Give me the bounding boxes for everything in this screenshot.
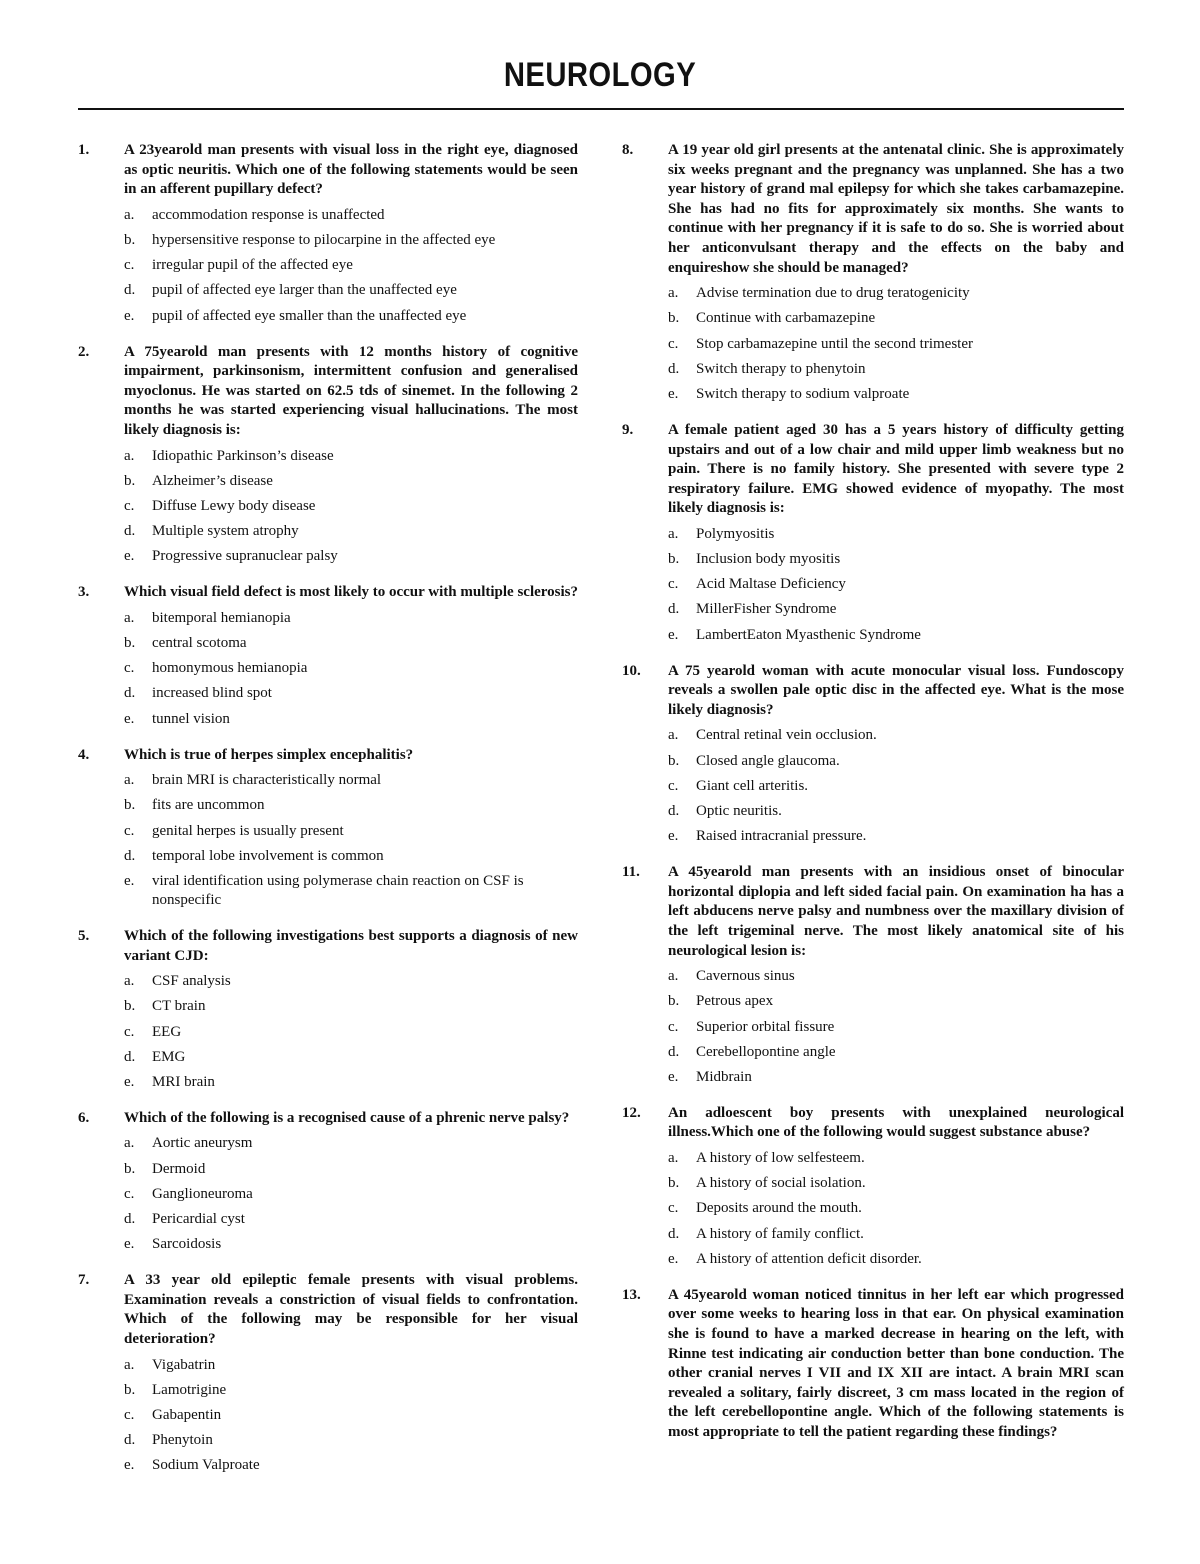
question-stem <box>622 1104 1124 1143</box>
option-text: Diffuse Lewy body disease <box>152 497 316 514</box>
option-text: Switch therapy to phenytoin <box>696 360 866 377</box>
option-text: central scotoma <box>152 635 247 652</box>
question-text: A female patient aged 30 has a 5 years history of difficulty getting upstairs and out of a low chair and mild upper limb weakness but no pain. There is no family history. She presented with severe type 2 respiratory failure. EMG showed evidence of myopathy. The most likely diagnosis is: <box>668 421 1124 517</box>
option-text: EEG <box>152 1023 182 1040</box>
option-text: Midbrain <box>696 1068 752 1085</box>
option-letter: a. <box>668 968 679 985</box>
option-letter: c. <box>124 1185 135 1202</box>
answer-option <box>78 447 578 466</box>
option-text: Lamotrigine <box>152 1381 227 1398</box>
answer-option <box>78 522 578 541</box>
option-text: hypersensitive response to pilocarpine in the affected eye <box>152 231 496 248</box>
question-number: 8. <box>622 142 634 158</box>
option-letter: b. <box>124 635 136 652</box>
option-text: Closed angle glaucoma. <box>696 752 840 769</box>
question-10 <box>622 662 1124 847</box>
option-text: Polymyositis <box>696 525 775 542</box>
option-text: bitemporal hemianopia <box>152 609 291 626</box>
answer-option <box>78 497 578 516</box>
question-text: A 19 year old girl presents at the antenatal clinic. She is approximately six weeks pregnant and the pregnancy was unplanned. She has a two year history of grand mal epilepsy for which she takes carbamazepine. She has had no fits for approximately six months. She wants to continue with her pregnancy if it is safe to do so. She is worried about her anticonvulsant therapy and the effects on the baby and enquireshow she should be managed? <box>668 142 1124 276</box>
option-letter: a. <box>124 206 135 223</box>
option-text: irregular pupil of the affected eye <box>152 257 353 274</box>
answer-option <box>78 822 578 841</box>
option-letter: c. <box>124 257 135 274</box>
answer-option <box>78 659 578 678</box>
option-text: Stop carbamazepine until the second trimester <box>696 335 973 352</box>
answer-option <box>78 972 578 991</box>
question-stem <box>78 927 578 966</box>
answer-option <box>622 550 1124 569</box>
option-text: accommodation response is unaffected <box>152 206 385 223</box>
option-text: Raised intracranial pressure. <box>696 828 867 845</box>
answer-option <box>622 1199 1124 1218</box>
option-letter: b. <box>124 1381 136 1398</box>
answer-option <box>78 1381 578 1400</box>
answer-option <box>78 307 578 326</box>
question-number: 5. <box>78 927 90 944</box>
option-letter: e. <box>124 1236 135 1253</box>
question-stem <box>622 141 1124 278</box>
answer-options <box>622 726 1124 846</box>
answer-option <box>622 284 1124 303</box>
question-text: Which of the following investigations best supports a diagnosis of new variant CJD: <box>124 927 578 964</box>
option-letter: e. <box>668 1250 679 1267</box>
answer-option <box>622 626 1124 645</box>
option-letter: d. <box>668 360 680 377</box>
option-text: Vigabatrin <box>152 1356 216 1373</box>
answer-option <box>622 777 1124 796</box>
option-text: Optic neuritis. <box>696 802 782 819</box>
answer-options <box>622 1149 1124 1269</box>
answer-option <box>622 992 1124 1011</box>
left-column <box>78 141 578 1492</box>
option-letter: b. <box>124 231 136 248</box>
option-text: EMG <box>152 1048 186 1065</box>
option-text: homonymous hemianopia <box>152 660 308 677</box>
question-number: 11. <box>622 864 640 881</box>
option-letter: b. <box>124 797 136 814</box>
question-number: 7. <box>78 1272 90 1289</box>
option-text: Switch therapy to sodium valproate <box>696 385 910 402</box>
option-letter: a. <box>668 1150 679 1167</box>
answer-option <box>622 967 1124 986</box>
option-text: viral identification using polymerase chain reaction on CSF is nonspecific <box>152 872 524 908</box>
question-stem <box>78 1109 578 1129</box>
option-text: A history of low selfesteem. <box>696 1150 865 1167</box>
option-letter: e. <box>668 1068 679 1085</box>
question-2 <box>78 343 578 567</box>
answer-option <box>78 1160 578 1179</box>
question-text: A 75 yearold woman with acute monocular visual loss. Fundoscopy reveals a swollen pale optic disc in the affected eye. What is the mose likely diagnosis? <box>668 662 1124 718</box>
option-letter: a. <box>124 1135 135 1152</box>
option-letter: e. <box>124 872 135 889</box>
option-letter: b. <box>668 310 680 327</box>
option-letter: c. <box>668 1200 679 1217</box>
question-text: Which visual field defect is most likely to occur with multiple sclerosis? <box>124 584 579 601</box>
option-letter: b. <box>668 551 680 568</box>
question-number: 10. <box>622 662 641 679</box>
option-letter: d. <box>124 282 136 299</box>
answer-option <box>78 1048 578 1067</box>
answer-option <box>78 1185 578 1204</box>
answer-option <box>78 206 578 225</box>
answer-option <box>78 847 578 866</box>
option-letter: e. <box>124 1457 135 1474</box>
option-letter: e. <box>124 548 135 565</box>
answer-option <box>78 1356 578 1375</box>
question-text: A 45yearold man presents with an insidious onset of binocular horizontal diplopia and left sided facial pain. On examination ha has a left abducens nerve palsy and numbness over the maxillary division of the left trigeminal nerve. The most likely anatomical site of his neurological lesion is: <box>668 864 1124 959</box>
option-letter: c. <box>668 335 679 352</box>
option-letter: b. <box>668 752 680 769</box>
answer-option <box>622 726 1124 745</box>
question-stem <box>622 421 1124 519</box>
option-letter: e. <box>124 1073 135 1090</box>
option-letter: c. <box>124 822 135 839</box>
question-stem <box>78 583 578 603</box>
option-text: Aortic aneurysm <box>152 1135 253 1152</box>
title-divider <box>78 108 1124 110</box>
option-letter: b. <box>668 993 680 1010</box>
option-text: A history of attention deficit disorder. <box>696 1250 922 1267</box>
question-3 <box>78 583 578 728</box>
option-letter: c. <box>668 1018 679 1035</box>
question-number: 9. <box>622 421 634 438</box>
question-9 <box>622 421 1124 645</box>
option-text: Giant cell arteritis. <box>696 777 809 794</box>
question-stem <box>622 1286 1124 1443</box>
option-text: Sarcoidosis <box>152 1236 222 1253</box>
answer-options <box>78 206 578 326</box>
option-letter: e. <box>668 385 679 402</box>
option-text: Inclusion body myositis <box>696 551 841 568</box>
option-letter: b. <box>124 1160 136 1177</box>
answer-options <box>622 967 1124 1087</box>
answer-option <box>78 710 578 729</box>
question-stem <box>78 141 578 200</box>
option-text: Multiple system atrophy <box>152 523 299 540</box>
answer-option <box>622 1250 1124 1269</box>
option-letter: a. <box>124 973 135 990</box>
answer-option <box>622 1149 1124 1168</box>
question-11 <box>622 863 1124 1087</box>
option-text: Central retinal vein occlusion. <box>696 727 877 744</box>
option-text: A history of social isolation. <box>696 1175 866 1192</box>
answer-option <box>78 1134 578 1153</box>
option-text: Gabapentin <box>152 1406 222 1423</box>
answer-option <box>78 771 578 790</box>
answer-options <box>78 972 578 1092</box>
answer-option <box>78 281 578 300</box>
answer-option <box>78 997 578 1016</box>
option-text: CT brain <box>152 998 206 1015</box>
option-text: Idiopathic Parkinson’s disease <box>152 447 334 464</box>
answer-options <box>78 609 578 729</box>
option-text: Acid Maltase Deficiency <box>696 576 846 593</box>
option-letter: d. <box>668 1225 680 1242</box>
option-letter: a. <box>668 727 679 744</box>
option-text: LambertEaton Myasthenic Syndrome <box>696 626 921 643</box>
option-text: Petrous apex <box>696 993 774 1010</box>
question-text: An adloescent boy presents with unexplained neurological illness.Which one of the following would suggest substance abuse? <box>668 1104 1124 1141</box>
answer-options <box>622 525 1124 645</box>
answer-option <box>622 360 1124 379</box>
question-stem <box>622 662 1124 721</box>
answer-option <box>78 634 578 653</box>
question-text: A 33 year old epileptic female presents with visual problems. Examination reveals a constriction of visual fields to confrontation. Which of the following may be responsible for her visual deterioration? <box>124 1272 578 1347</box>
option-letter: c. <box>124 1406 135 1423</box>
option-letter: d. <box>124 523 136 540</box>
answer-option <box>622 600 1124 619</box>
question-stem <box>622 863 1124 961</box>
answer-option <box>622 335 1124 354</box>
option-text: Alzheimer’s disease <box>152 472 273 489</box>
question-4 <box>78 746 578 910</box>
answer-option <box>78 1456 578 1475</box>
answer-option <box>78 1023 578 1042</box>
option-text: Progressive supranuclear palsy <box>152 548 338 565</box>
question-12 <box>622 1104 1124 1269</box>
option-letter: d. <box>668 601 680 618</box>
option-text: Sodium Valproate <box>152 1457 260 1474</box>
question-number: 12. <box>622 1104 641 1121</box>
answer-option <box>78 256 578 275</box>
option-letter: d. <box>124 1211 136 1228</box>
answer-option <box>622 525 1124 544</box>
option-letter: d. <box>124 847 136 864</box>
option-letter: d. <box>668 802 680 819</box>
question-stem <box>78 746 578 766</box>
question-text: Which is true of herpes simplex encephalitis? <box>124 746 414 763</box>
answer-option <box>622 802 1124 821</box>
option-letter: a. <box>124 609 135 626</box>
answer-option <box>78 1073 578 1092</box>
option-letter: a. <box>668 285 679 302</box>
answer-option <box>78 472 578 491</box>
question-5 <box>78 927 578 1092</box>
answer-option <box>78 231 578 250</box>
option-text: Advise termination due to drug teratogenicity <box>696 285 970 302</box>
answer-option <box>78 547 578 566</box>
question-number: 1. <box>78 142 90 158</box>
option-letter: c. <box>124 497 135 514</box>
question-1 <box>78 141 578 326</box>
option-text: Superior orbital fissure <box>696 1018 835 1035</box>
question-7 <box>78 1271 578 1475</box>
option-text: increased blind spot <box>152 685 272 702</box>
option-letter: b. <box>124 472 136 489</box>
option-text: CSF analysis <box>152 973 231 990</box>
question-13 <box>622 1286 1124 1443</box>
option-text: genital herpes is usually present <box>152 822 344 839</box>
answer-option <box>622 1174 1124 1193</box>
option-letter: c. <box>668 576 679 593</box>
answer-option <box>78 609 578 628</box>
option-text: MillerFisher Syndrome <box>696 601 837 618</box>
question-text: A 45yearold woman noticed tinnitus in her left ear which progressed over some weeks to hearing loss in that ear. On physical examination she is found to have a marked decrease in hearing on the left, with Rinne test indicating air conduction better than bone conduction. The other cranial nerves I VII and IX XII are intact. A brain MRI scan revealed a solitary, fairly discreet, 3 cm mass located in the region of the left cerebellopontine angle. Which of the following statements is most appropriate to tell the patient regarding these findings? <box>668 1286 1124 1440</box>
question-6 <box>78 1109 578 1254</box>
answer-options <box>78 1356 578 1476</box>
answer-option <box>78 684 578 703</box>
option-letter: e. <box>668 626 679 643</box>
question-number: 4. <box>78 746 90 763</box>
question-text: A 75yearold man presents with 12 months history of cognitive impairment, parkinsonism, intermittent confusion and generalised myoclonus. He was started on 62.5 tds of sinemet. In the following 2 months he was started experiencing visual hallucinations. The most likely diagnosis is: <box>124 343 578 438</box>
option-letter: c. <box>124 660 135 677</box>
answer-option <box>622 827 1124 846</box>
option-letter: a. <box>668 525 679 542</box>
option-text: Cerebellopontine angle <box>696 1043 836 1060</box>
answer-option <box>622 752 1124 771</box>
option-text: Cavernous sinus <box>696 968 795 985</box>
option-letter: d. <box>124 685 136 702</box>
answer-options <box>78 771 578 910</box>
question-8 <box>622 141 1124 404</box>
answer-option <box>622 309 1124 328</box>
option-letter: a. <box>124 772 135 789</box>
question-number: 3. <box>78 584 90 601</box>
question-stem <box>78 1271 578 1349</box>
option-letter: b. <box>124 998 136 1015</box>
option-letter: d. <box>124 1048 136 1065</box>
answer-option <box>622 1068 1124 1087</box>
answer-options <box>78 1134 578 1254</box>
answer-option <box>78 1431 578 1450</box>
option-letter: d. <box>668 1043 680 1060</box>
option-text: Ganglioneuroma <box>152 1185 253 1202</box>
option-text: tunnel vision <box>152 710 230 727</box>
option-text: pupil of affected eye larger than the unaffected eye <box>152 282 457 299</box>
answer-option <box>622 1018 1124 1037</box>
question-stem <box>78 343 578 441</box>
answer-option <box>622 1043 1124 1062</box>
option-letter: e. <box>668 828 679 845</box>
answer-option <box>78 1406 578 1425</box>
option-text: Dermoid <box>152 1160 206 1177</box>
answer-options <box>78 447 578 567</box>
answer-option <box>78 796 578 815</box>
option-letter: e. <box>124 710 135 727</box>
answer-option <box>78 1235 578 1254</box>
answer-option <box>78 872 578 910</box>
option-letter: a. <box>124 447 135 464</box>
option-text: Continue with carbamazepine <box>696 310 876 327</box>
answer-option <box>78 1210 578 1229</box>
right-column <box>622 141 1124 1460</box>
option-letter: a. <box>124 1356 135 1373</box>
option-text: brain MRI is characteristically normal <box>152 772 382 789</box>
option-text: Phenytoin <box>152 1432 213 1449</box>
answer-option <box>622 575 1124 594</box>
question-text: Which of the following is a recognised cause of a phrenic nerve palsy? <box>124 1109 570 1126</box>
page-title: NEUROLOGY <box>503 56 697 94</box>
option-letter: e. <box>124 307 135 324</box>
option-letter: c. <box>668 777 679 794</box>
option-text: Pericardial cyst <box>152 1211 245 1228</box>
option-letter: d. <box>124 1432 136 1449</box>
option-text: fits are uncommon <box>152 797 265 814</box>
option-text: temporal lobe involvement is common <box>152 847 384 864</box>
option-text: A history of family conflict. <box>696 1225 864 1242</box>
option-letter: b. <box>668 1175 680 1192</box>
option-text: MRI brain <box>152 1073 215 1090</box>
answer-options <box>622 284 1124 404</box>
answer-option <box>622 385 1124 404</box>
question-text: A 23yearold man presents with visual loss in the right eye, diagnosed as optic neuritis. Which one of the following statements would be seen in an afferent pupillary defect? <box>124 142 578 198</box>
answer-option <box>622 1225 1124 1244</box>
question-number: 6. <box>78 1109 90 1126</box>
option-letter: c. <box>124 1023 135 1040</box>
option-text: Deposits around the mouth. <box>696 1200 862 1217</box>
question-number: 2. <box>78 343 90 360</box>
option-text: pupil of affected eye smaller than the unaffected eye <box>152 307 467 324</box>
question-number: 13. <box>622 1286 641 1303</box>
